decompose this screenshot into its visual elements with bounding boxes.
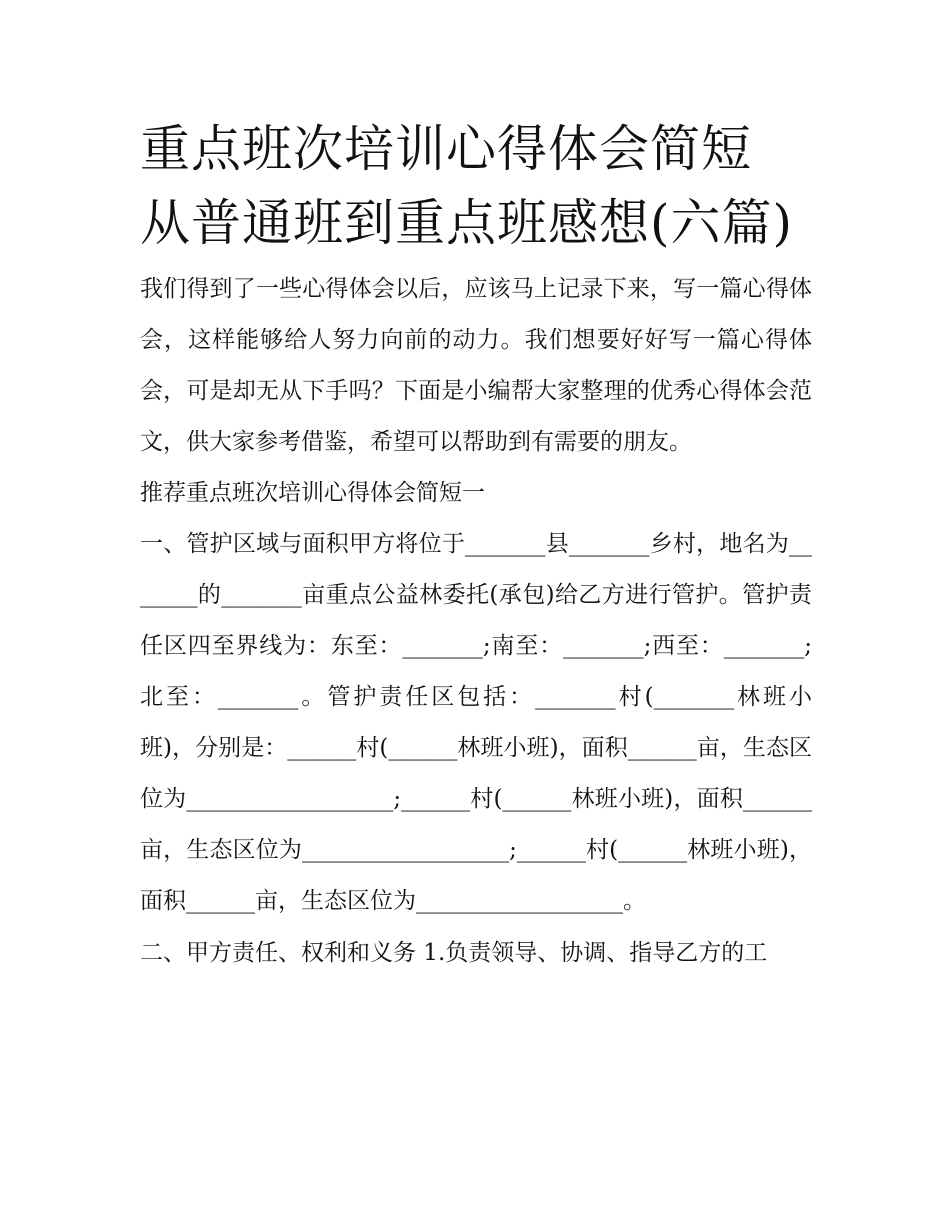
- section-one-paragraph: 一、管护区域与面积甲方将位于_______县_______乡村，地名为_______的_______亩重点公益林委托(承包)给乙方进行管护。管护责任区四至界线为：东至：_______;南至：_______;西至：_______;北至：_______。管护责任区包括：_______村(_______林班小班)，分别是：______村(______林班小班)，面积______亩，生态区位为__________________;______村(______林班小班)，面积______亩，生态区位为__________________;______村(______林班小班)，面积______亩，生态区位为__________________。: [140, 531, 812, 914]
- section-two-paragraph: 二、甲方责任、权利和义务 1.负责领导、协调、指导乙方的工: [140, 940, 768, 966]
- document-page: [140, 112, 812, 979]
- section-subheading: 推荐重点班次培训心得体会简短一: [140, 480, 485, 506]
- document-title: 重点班次培训心得体会简短 从普通班到重点班感想(六篇): [140, 120, 794, 252]
- intro-paragraph: 我们得到了一些心得体会以后，应该马上记录下来，写一篇心得体会，这样能够给人努力向前的动力。我们想要好好写一篇心得体会，可是却无从下手吗？下面是小编帮大家整理的优秀心得体会范文，供大家参考借鉴，希望可以帮助到有需要的朋友。: [140, 276, 812, 455]
